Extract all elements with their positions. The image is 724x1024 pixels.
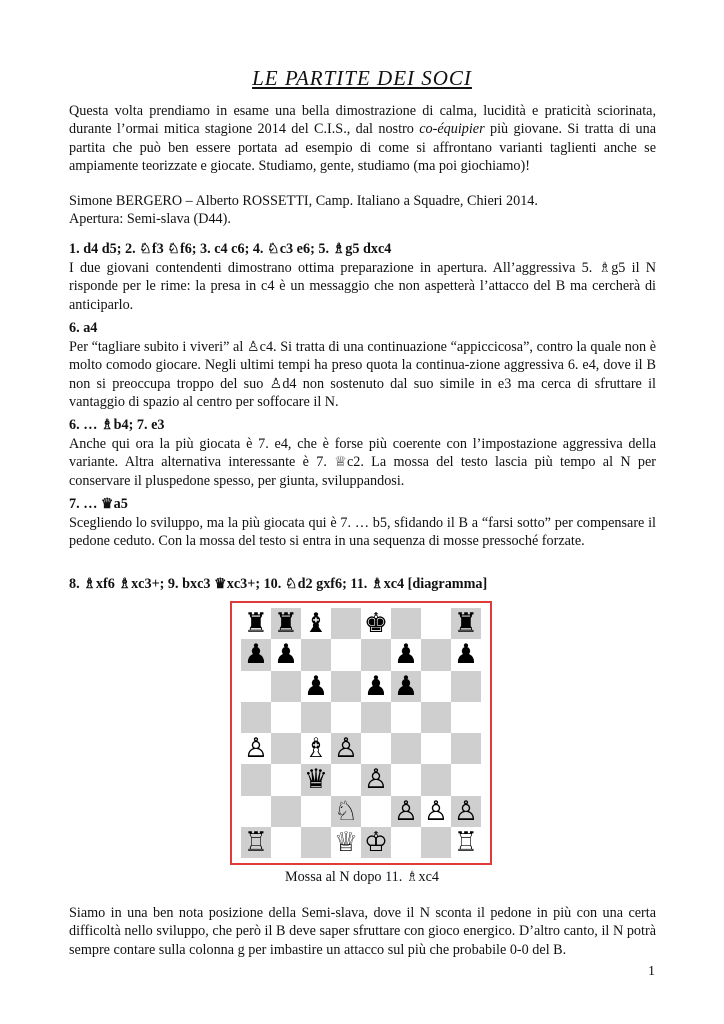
square-h7	[451, 639, 481, 670]
square-f5	[391, 702, 421, 733]
intro-text-after: più giovane. Si tratta di una partita che può ben essere portata ad esempio di come si affrontano varianti taglienti anche se ampiamente teorizzate e giocate. Studiamo, gente, studiamo (ma poi giochiamo)!	[69, 121, 656, 175]
square-f3	[391, 764, 421, 795]
square-d2	[331, 796, 361, 827]
chess-board	[241, 608, 481, 858]
square-b2	[271, 796, 301, 827]
chess-piece-f7: ♟	[393, 639, 419, 671]
chess-piece-e1: ♔	[363, 826, 389, 858]
chess-piece-e8: ♚	[363, 608, 389, 640]
square-e4	[361, 733, 391, 764]
square-a2	[241, 796, 271, 827]
square-g1	[421, 827, 451, 858]
square-c7	[301, 639, 331, 670]
square-a8	[241, 608, 271, 639]
chess-piece-c6: ♟	[303, 670, 329, 702]
intro-text-italic: co-équipier	[419, 121, 485, 138]
page-title: LE PARTITE DEI SOCI	[252, 66, 472, 90]
closing-paragraph: Siamo in una ben nota posizione della Semi-slava, dove il N sconta il pedone in più con una certa difficoltà nello sviluppo, che però il B deve saper sfruttare con gioco energico. D’altro canto, il N potrà sempre contare sulla colonna g per imbastire un attacco sul più che probabile 0-0 del B.	[69, 905, 656, 958]
square-e2	[361, 796, 391, 827]
chess-piece-a7: ♟	[243, 639, 269, 671]
chess-piece-a8: ♜	[243, 608, 269, 640]
chess-piece-d1: ♕	[333, 826, 359, 858]
move-heading-3: 6. … ♗b4; 7. e3	[69, 417, 165, 433]
square-a6	[241, 671, 271, 702]
square-b1	[271, 827, 301, 858]
square-h3	[451, 764, 481, 795]
square-d6	[331, 671, 361, 702]
square-f6	[391, 671, 421, 702]
square-b6	[271, 671, 301, 702]
move-heading-1: 1. d4 d5; 2. ♘f3 ♘f6; 3. c4 c6; 4. ♘c3 e6; 5. ♗g5 dxc4	[69, 241, 392, 257]
square-c4	[301, 733, 331, 764]
chess-piece-h2: ♙	[453, 795, 479, 827]
comment-paragraph-3: Anche qui ora la più giocata è 7. e4, che è forse più coerente con l’impostazione aggressiva della variante. Altra alternativa interessante è 7. ♕c2. La mossa del testo lascia più tempo al N per conservare il pluspedone spesso, per giunta, sviluppandosi.	[69, 436, 656, 489]
square-d7	[331, 639, 361, 670]
square-h5	[451, 702, 481, 733]
square-b8	[271, 608, 301, 639]
chess-piece-g2: ♙	[423, 795, 449, 827]
square-c8	[301, 608, 331, 639]
square-c2	[301, 796, 331, 827]
move-heading-2: 6. a4	[69, 320, 98, 336]
square-h4	[451, 733, 481, 764]
chess-piece-f2: ♙	[393, 795, 419, 827]
chess-piece-h8: ♜	[453, 608, 479, 640]
comment-paragraph-2: Per “tagliare subito i viveri” al ♙c4. Si tratta di una continuazione “appiccicosa”, contro la quale non è molto comodo giocare. Negli ultimi tempi ha preso quota la continua-zione aggressiva 6. e4, dove il B non si preoccupa troppo del suo ♙d4 non sostenuto dal suo simile in e3 ma cerca di sfruttare il vantaggio di spazio al centro per soffocare il N.	[69, 339, 656, 411]
chess-piece-a1: ♖	[243, 826, 269, 858]
square-a1	[241, 827, 271, 858]
square-c1	[301, 827, 331, 858]
square-h1	[451, 827, 481, 858]
square-h8	[451, 608, 481, 639]
comment-paragraph-1: I due giovani contendenti dimostrano ottima preparazione in apertura. All’aggressiva 5. ♗g5 il N risponde per le rime: la presa in c4 è un messaggio che non aspetterà l’attacco del B ma cercherà di anticiparlo.	[69, 260, 656, 313]
chess-piece-c8: ♝	[303, 608, 329, 640]
square-d5	[331, 702, 361, 733]
square-a4	[241, 733, 271, 764]
square-c3	[301, 764, 331, 795]
square-f4	[391, 733, 421, 764]
chess-piece-d2: ♘	[333, 795, 359, 827]
square-e7	[361, 639, 391, 670]
move-heading-4: 7. … ♛a5	[69, 496, 128, 512]
chess-piece-h1: ♖	[453, 826, 479, 858]
chess-piece-h7: ♟	[453, 639, 479, 671]
square-b3	[271, 764, 301, 795]
square-b4	[271, 733, 301, 764]
chess-diagram-frame	[230, 601, 492, 865]
game-opening: Apertura: Semi-slava (D44).	[69, 211, 231, 227]
square-e1	[361, 827, 391, 858]
square-g4	[421, 733, 451, 764]
square-c6	[301, 671, 331, 702]
chess-piece-a4: ♙	[243, 733, 269, 765]
intro-text-before: Questa volta prendiamo in esame una bella dimostrazione di calma, lucidità e praticità sciorinata, durante l’ormai mitica stagione 2014 del C.I.S., dal nostro	[69, 103, 656, 138]
square-f7	[391, 639, 421, 670]
square-e3	[361, 764, 391, 795]
square-e6	[361, 671, 391, 702]
square-f2	[391, 796, 421, 827]
square-b5	[271, 702, 301, 733]
chess-piece-f6: ♟	[393, 670, 419, 702]
diagram-caption: Mossa al N dopo 11. ♗xc4	[284, 869, 440, 885]
square-g2	[421, 796, 451, 827]
square-g3	[421, 764, 451, 795]
chess-piece-e3: ♙	[363, 764, 389, 796]
game-players: Simone BERGERO – Alberto ROSSETTI, Camp. Italiano a Squadre, Chieri 2014.	[69, 193, 538, 209]
square-a7	[241, 639, 271, 670]
square-h6	[451, 671, 481, 702]
square-d1	[331, 827, 361, 858]
intro-paragraph	[69, 102, 656, 176]
square-g8	[421, 608, 451, 639]
square-b7	[271, 639, 301, 670]
square-d8	[331, 608, 361, 639]
square-f1	[391, 827, 421, 858]
square-d4	[331, 733, 361, 764]
square-e8	[361, 608, 391, 639]
square-g5	[421, 702, 451, 733]
square-c5	[301, 702, 331, 733]
chess-piece-c4: ♗	[303, 733, 329, 765]
move-heading-5: 8. ♗xf6 ♗xc3+; 9. bxc3 ♛xc3+; 10. ♘d2 gxf6; 11. ♗xc4 [diagramma]	[69, 576, 488, 592]
square-e5	[361, 702, 391, 733]
square-a5	[241, 702, 271, 733]
chess-piece-b8: ♜	[273, 608, 299, 640]
chess-piece-e6: ♟	[363, 670, 389, 702]
chess-piece-c3: ♛	[303, 764, 329, 796]
chess-piece-b7: ♟	[273, 639, 299, 671]
square-f8	[391, 608, 421, 639]
square-h2	[451, 796, 481, 827]
comment-paragraph-4: Scegliendo lo sviluppo, ma la più giocata qui è 7. … b5, sfidando il B a “farsi sotto” per compensare il pedone ceduto. Con la mossa del testo si entra in una sequenza di mosse pressoché forzate.	[69, 515, 656, 550]
square-g6	[421, 671, 451, 702]
square-g7	[421, 639, 451, 670]
chess-piece-d4: ♙	[333, 733, 359, 765]
page-number: 1	[648, 964, 655, 979]
square-a3	[241, 764, 271, 795]
square-d3	[331, 764, 361, 795]
